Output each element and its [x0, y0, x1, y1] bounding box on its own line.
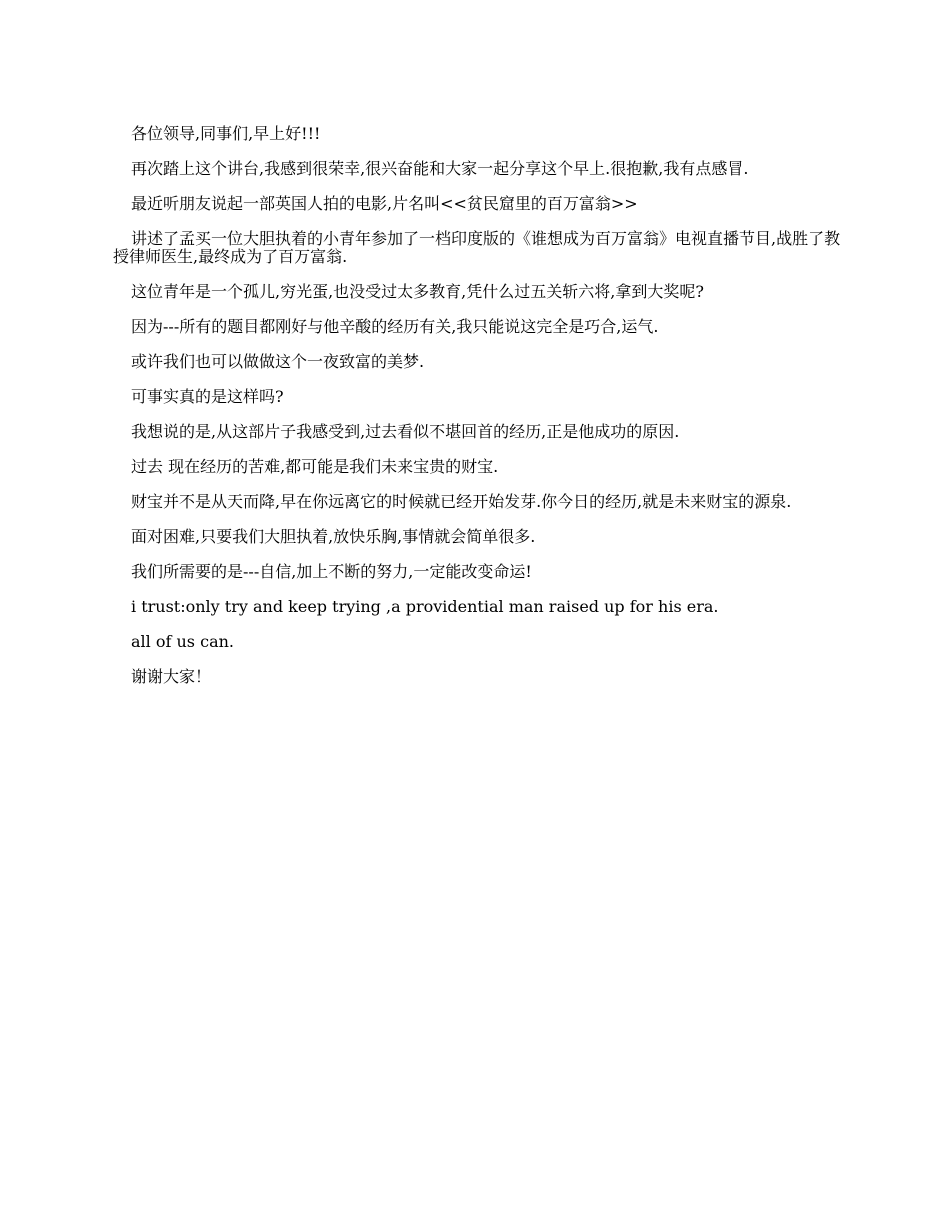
paragraph: 讲述了孟买一位大胆执着的小青年参加了一档印度版的《谁想成为百万富翁》电视直播节目,战胜了教授律师医生,最终成为了百万富翁.	[113, 229, 841, 266]
paragraph: 我们所需要的是---自信,加上不断的努力,一定能改变命运!	[131, 562, 532, 581]
paragraph: 可事实真的是这样吗?	[131, 387, 284, 406]
paragraph: 因为---所有的题目都刚好与他辛酸的经历有关,我只能说这完全是巧合,运气.	[131, 317, 659, 336]
paragraph: 面对困难,只要我们大胆执着,放快乐胸,事情就会简单很多.	[131, 527, 536, 546]
paragraph: 最近听朋友说起一部英国人拍的电影,片名叫<<贫民窟里的百万富翁>>	[131, 194, 638, 213]
paragraph: 我想说的是,从这部片子我感受到,过去看似不堪回首的经历,正是他成功的原因.	[131, 422, 680, 441]
paragraph-closing: 谢谢大家！	[131, 667, 212, 686]
paragraph-greeting: 各位领导,同事们,早上好!!!	[131, 124, 321, 143]
paragraph: 这位青年是一个孤儿,穷光蛋,也没受过太多教育,凭什么过五关斩六将,拿到大奖呢?	[131, 282, 704, 301]
paragraph: 财宝并不是从天而降,早在你远离它的时候就已经开始发芽.你今日的经历,就是未来财宝的源泉.	[131, 492, 792, 511]
document-body	[113, 125, 841, 703]
paragraph-english: i trust:only try and keep trying ,a providential man raised up for his era.	[131, 597, 719, 616]
paragraph: 过去 现在经历的苦难,都可能是我们未来宝贵的财宝.	[131, 457, 499, 476]
paragraph: 再次踏上这个讲台,我感到很荣幸,很兴奋能和大家一起分享这个早上.很抱歉,我有点感冒.	[131, 159, 749, 178]
paragraph-english: all of us can.	[131, 632, 234, 651]
paragraph: 或许我们也可以做做这个一夜致富的美梦.	[131, 352, 425, 371]
